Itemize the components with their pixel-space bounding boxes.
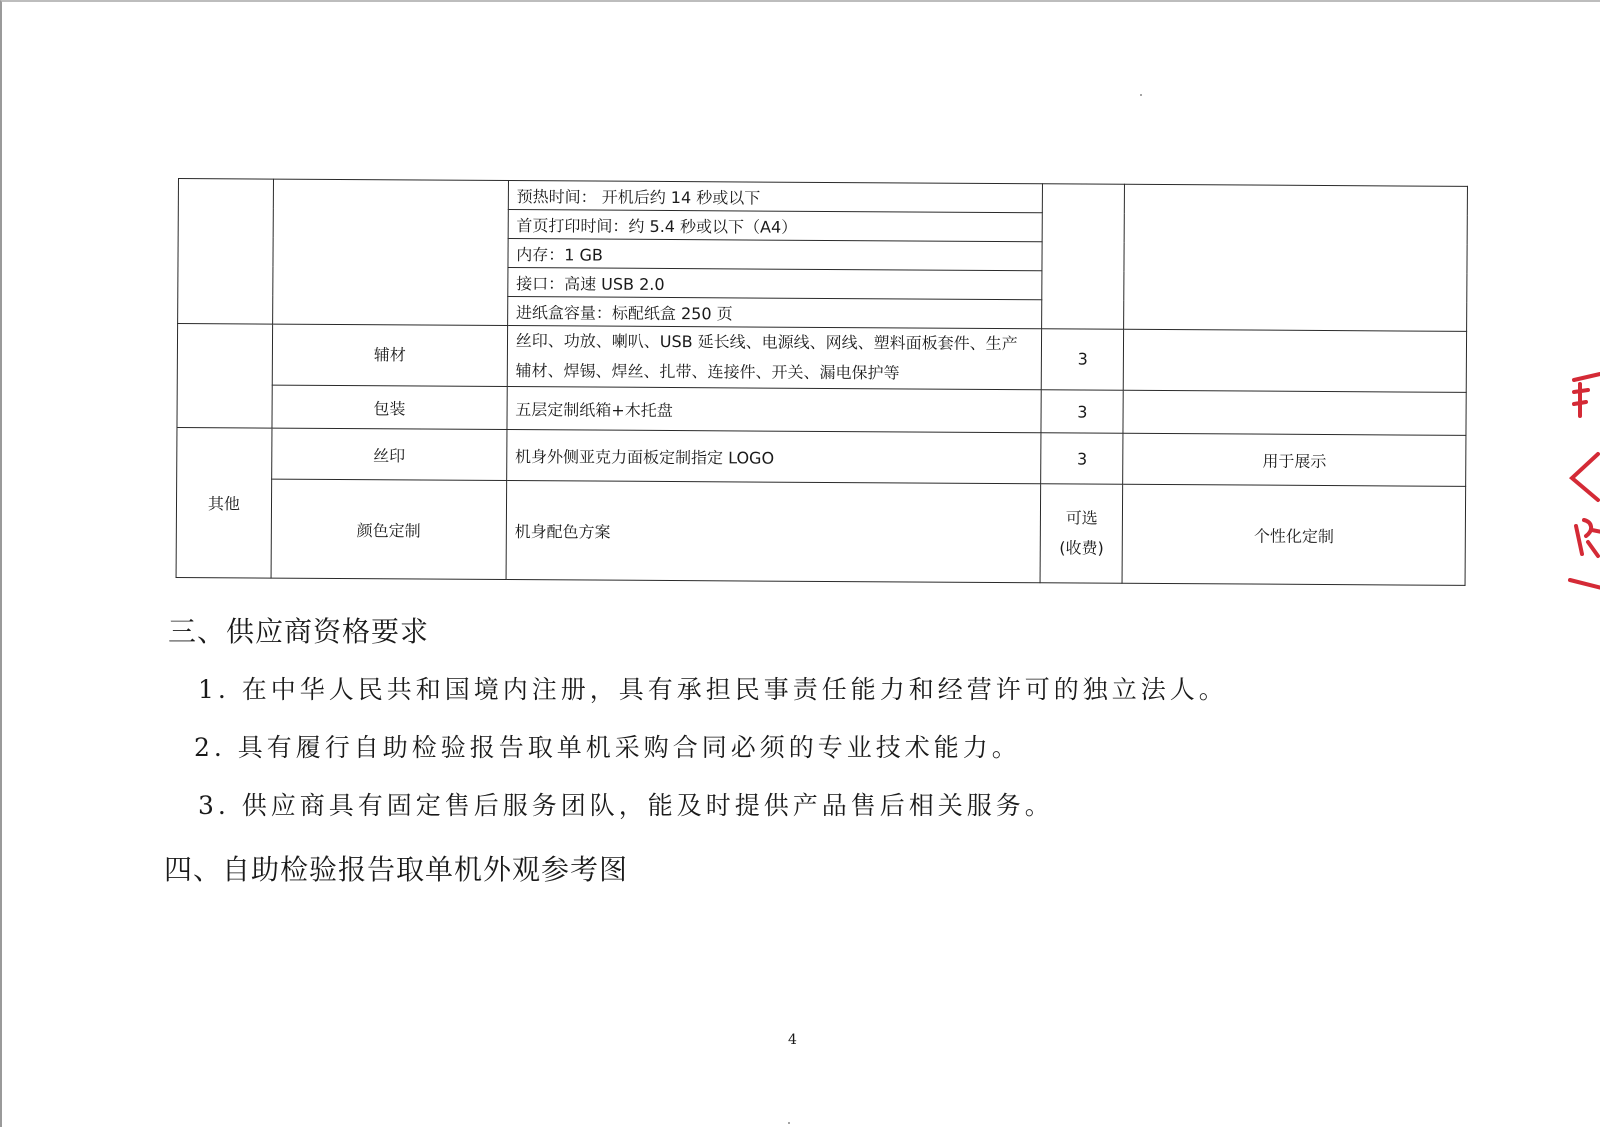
paragraph: 3. 供应商具有固定售后服务团队，能及时提供产品售后相关服务。	[198, 791, 1054, 820]
table-cell-spec: 预热时间： 开机后约 14 秒或以下	[508, 181, 1043, 213]
table-cell-spec: 机身配色方案	[506, 481, 1041, 583]
spec-table	[176, 178, 1468, 586]
paragraph: 1. 在中华人民共和国境内注册，具有承担民事责任能力和经营许可的独立法人。	[198, 675, 1228, 704]
table-cell-item: 辅材	[272, 324, 507, 386]
section-heading: 四、自助检验报告取单机外观参考图	[164, 853, 629, 886]
table-row	[178, 179, 1467, 216]
table-cell-note	[1123, 329, 1466, 392]
table-cell-item: 颜色定制	[271, 479, 506, 579]
table-cell-spec: 内存：1 GB	[508, 239, 1043, 271]
table-cell-qty: 3	[1041, 390, 1123, 433]
table-cell-item: 丝印	[272, 428, 507, 480]
table-cell-qty: 3	[1042, 329, 1124, 390]
table-cell-qty: 3	[1041, 433, 1123, 484]
table-cell-note	[1123, 390, 1466, 435]
table-cell-spec: 丝印、功放、喇叭、USB 延长线、电源线、网线、塑料面板套件、生产辅材、焊锡、焊丝、扎带、连接件、开关、漏电保护等	[507, 326, 1042, 390]
qty-line: 可选	[1065, 508, 1098, 528]
table-cell-qty	[1042, 184, 1125, 329]
table-cell-category: 其他	[176, 427, 272, 578]
table-cell-spec: 进纸盒容量：标配纸盒 250 页	[507, 297, 1042, 329]
scan-speck	[1140, 94, 1142, 96]
table-cell-qty	[1040, 484, 1123, 583]
table-cell-category	[178, 179, 274, 325]
scan-speck	[788, 1122, 790, 1124]
section-heading: 三、供应商资格要求	[168, 615, 430, 648]
table-cell-spec: 接口：高速 USB 2.0	[508, 268, 1043, 300]
table-cell-item: 包装	[272, 385, 507, 429]
table-cell-item	[273, 179, 509, 325]
table-cell-note: 个性化定制	[1122, 484, 1465, 585]
table-cell-note	[1124, 184, 1468, 331]
paragraph: 2. 具有履行自助检验报告取单机采购合同必须的专业技术能力。	[194, 733, 1021, 762]
table-cell-category	[177, 324, 273, 429]
qty-line: (收费)	[1059, 538, 1104, 558]
red-seal-stamp	[1562, 370, 1600, 602]
table-cell-spec: 机身外侧亚克力面板定制指定 LOGO	[506, 430, 1041, 484]
table-row	[176, 478, 1466, 585]
table-row	[177, 324, 1466, 393]
table-cell-spec: 首页打印时间：约 5.4 秒或以下（A4）	[508, 210, 1043, 242]
table-cell-note: 用于展示	[1123, 433, 1466, 486]
table-cell-spec: 五层定制纸箱+木托盘	[507, 387, 1042, 433]
page-number: 4	[788, 1032, 797, 1048]
table-row	[177, 427, 1466, 486]
